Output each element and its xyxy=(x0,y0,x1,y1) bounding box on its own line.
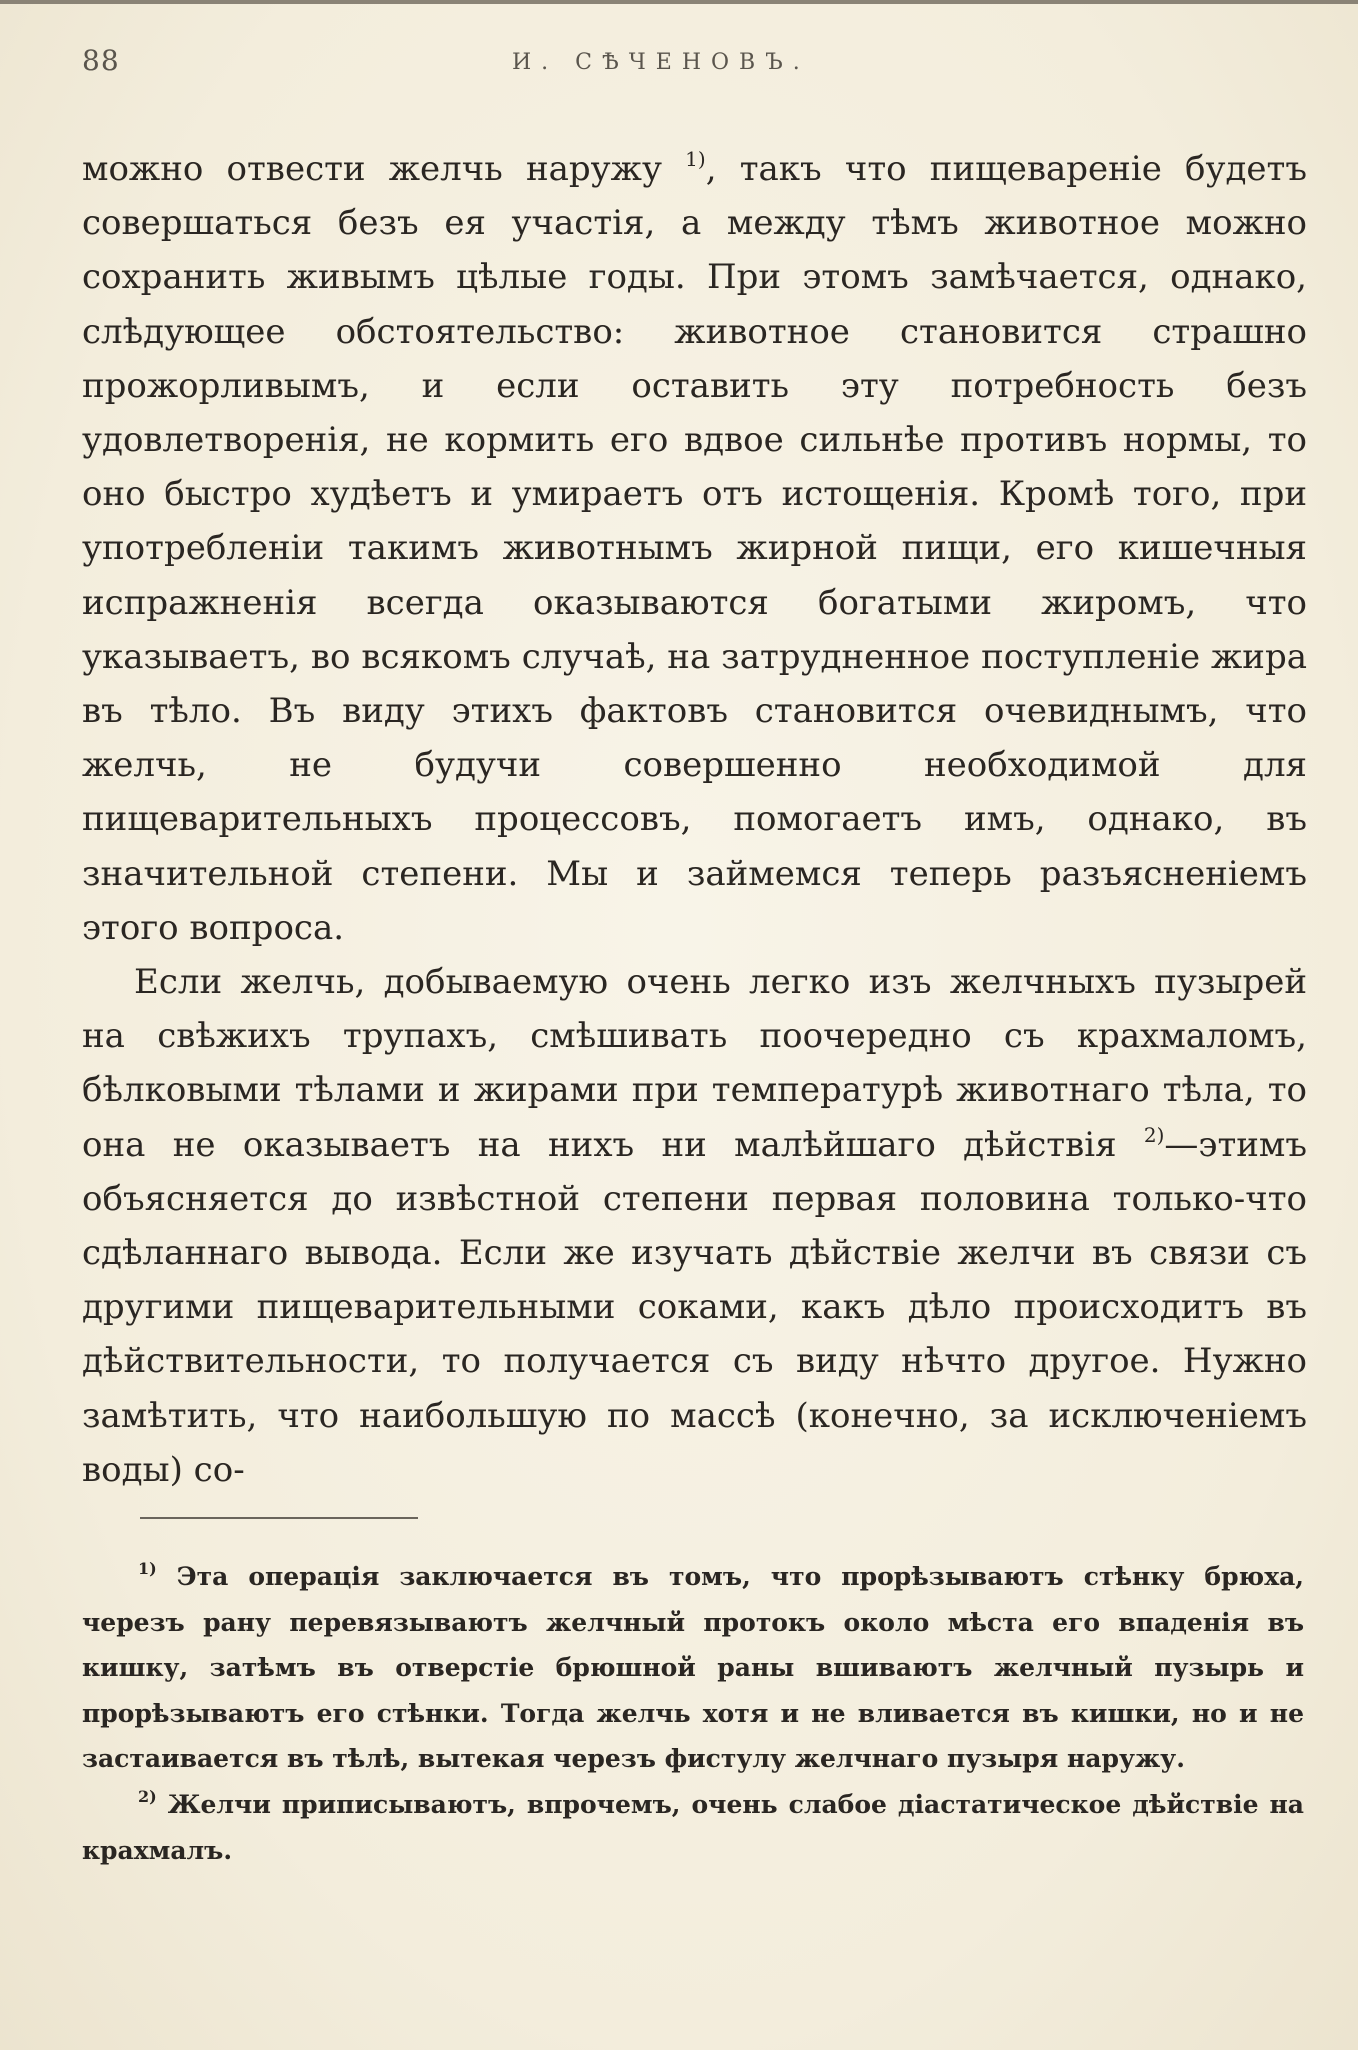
footnote-2 xyxy=(82,1782,1304,1873)
footnote-ref-1: 1) xyxy=(685,147,706,171)
paragraph-2 xyxy=(82,955,1307,1497)
footnote-text: Желчи приписываютъ, впрочемъ, очень слабое діастатическое дѣйствіе на крахмалъ. xyxy=(82,1789,1304,1865)
running-head: И. СѢЧЕНОВЪ. xyxy=(512,50,810,75)
paragraph-1 xyxy=(82,142,1307,955)
footnote-mark: 1) xyxy=(138,1559,157,1578)
paragraph-text: —этимъ объясняется до извѣстной степени первая половина только-что сдѣланнаго вывода. Если же изучать дѣйствіе желчи въ связи съ другими пищеварительными соками, какъ дѣло происходитъ въ дѣйствительности, то получается съ виду нѣчто другое. Нужно замѣтить, что наибольшую по массѣ (конечно, за исключеніемъ воды) со- xyxy=(82,1124,1307,1490)
paragraph-text: Если желчь, добываемую очень легко изъ желчныхъ пузырей на свѣжихъ трупахъ, смѣшивать поочередно съ крахмаломъ, бѣлковыми тѣлами и жирами при температурѣ животнаго тѣла, то она не оказываетъ на нихъ ни малѣйшаго дѣйствія xyxy=(82,962,1307,1165)
top-border-line xyxy=(0,0,1358,4)
footnote-1 xyxy=(82,1554,1304,1782)
page-header xyxy=(82,44,1307,84)
main-text xyxy=(82,142,1307,1497)
footnote-text: Эта операція заключается въ томъ, что прорѣзываютъ стѣнку брюха, черезъ рану перевязываютъ желчный протокъ около мѣста его впаденія въ кишку, затѣмъ въ отверстіе брюшной раны вшиваютъ желчный пузырь и прорѣзываютъ его стѣнки. Тогда желчь хотя и не вливается въ кишки, но и не застаивается въ тѣлѣ, вытекая черезъ фистулу желчнаго пузыря наружу. xyxy=(82,1562,1304,1774)
page-number: 88 xyxy=(82,44,120,77)
footnote-ref-2: 2) xyxy=(1143,1122,1165,1147)
footnote-mark: 2) xyxy=(138,1786,157,1806)
paragraph-text: можно отвести желчь наружу xyxy=(82,149,686,189)
footnote-divider xyxy=(140,1517,418,1519)
paragraph-text: , такъ что пищевареніе будетъ совершаться безъ ея участія, а между тѣмъ животное можно сохранить живымъ цѣлые годы. При этомъ замѣчается, однако, слѣдующее обстоятельство: животное становится страшно прожорливымъ, и если оставить эту потребность безъ удовлетворенія, не кормить его вдвое сильнѣе противъ нормы, то оно быстро худѣетъ и умираетъ отъ истощенія. Кромѣ того, при употребленіи такимъ животнымъ жирной пищи, его кишечныя испражненія всегда оказываются богатыми жиромъ, что указываетъ, во всякомъ случаѣ, на затрудненное поступленіе жира въ тѣло. Въ виду этихъ фактовъ становится очевиднымъ, что желчь, не будучи совершенно необходимой для пищеварительныхъ процессовъ, помогаетъ имъ, однако, въ значительной степени. Мы и займемся теперь разъясненіемъ этого вопроса. xyxy=(82,149,1307,948)
footnotes xyxy=(82,1554,1304,1873)
